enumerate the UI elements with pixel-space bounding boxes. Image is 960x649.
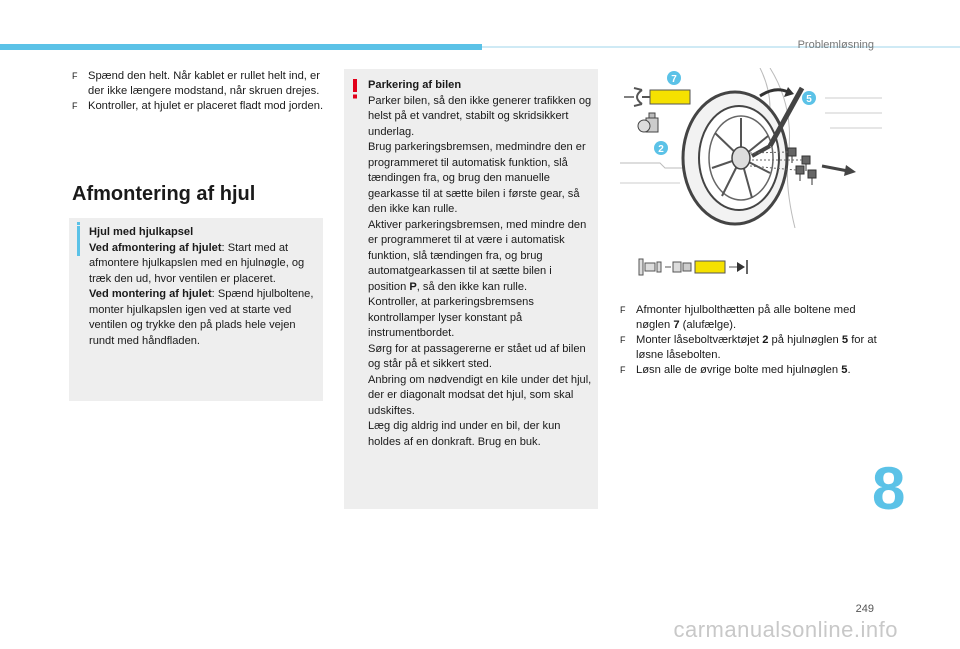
list-item: F Monter låseboltværktøjet 2 på hjulnøglen 5 for at løsne låsebolten. [620,334,877,361]
list-item: F Spænd den helt. Når kablet er rullet helt ind, er der ikke længere modstand, når skruen drejes. [72,70,320,97]
chapter-number: 8 [872,455,906,522]
info-box [69,218,323,401]
warning-icon [351,79,359,99]
info-text: Hjul med hjulkapsel Ved afmontering af hjulet: Start med at afmontere hjulkapslen med en hjulnøgle, og træk den ud, hvor ventilen er placeret. Ved montering af hjulet: Spænd hjulboltene, monter hjulkapslen igen ved at starte ved ventilen og trykke den på plads hele vejen rundt med håndfladen. [89,226,314,347]
bullet-icon: F [620,335,626,345]
bullet-icon: F [620,305,626,315]
section-title: Problemløsning [797,39,874,51]
info-title: Hjul med hjulkapsel [89,226,194,238]
callout-2: 2 [658,144,664,155]
info-icon [77,222,80,225]
warning-title: Parkering af bilen [368,79,462,91]
section-heading: Afmontering af hjul [72,183,256,205]
lock-bolt-tool-icon [637,253,749,281]
bullet-icon: F [620,365,626,375]
list-item: F Afmonter hjulbolthætten på alle boltene med nøglen 7 (alufælge). [620,304,856,331]
header-rule [482,46,960,48]
callout-5: 5 [806,94,812,105]
wheel-removal-illustration [620,68,882,228]
watermark: carmanualsonline.info [673,617,898,642]
bullet-icon: F [72,101,78,111]
bullet-icon: F [72,71,78,81]
list-item: F Kontroller, at hjulet er placeret fladt mod jorden. [72,100,324,112]
steps-bullet-list [620,303,882,378]
warning-box [344,69,598,509]
callout-7: 7 [671,74,677,85]
intro-bullet-list [72,69,334,114]
list-item: F Løsn alle de øvrige bolte med hjulnøglen 5. [620,364,851,376]
info-icon-bar [77,226,80,256]
warning-text: Parkering af bilen Parker bilen, så den ikke generer trafikken og helst på et vandret, stabilt og skridsikkert underlag. Brug parkeringsbremsen, medmindre den er programmeret til automatisk funktion, slå tændingen fra, og brug den manuelle gearkasse til at sætte bilen i første gear, så den ikke kan rulle. Aktiver parkeringsbremsen, med mindre den er programmeret til at være i automatisk funktion, slå tændingen fra, og brug automatgearkassen til at sætte bilen i position P, så den ikke kan rulle. Kontroller, at parkeringsbremsens kontrollamper lyser konstant på instrumentbordet. Sørg for at passagererne er stået ud af bilen og står på et sikkert sted. Anbring om nødvendigt en kile under det hjul, der er diagonalt modsat det hjul, som skal udskiftes. Læg dig aldrig ind under en bil, der kun holdes af en donkraft. Brug en buk. [368,79,592,448]
page-number: 249 [855,603,874,615]
header-accent-bar [0,44,482,50]
